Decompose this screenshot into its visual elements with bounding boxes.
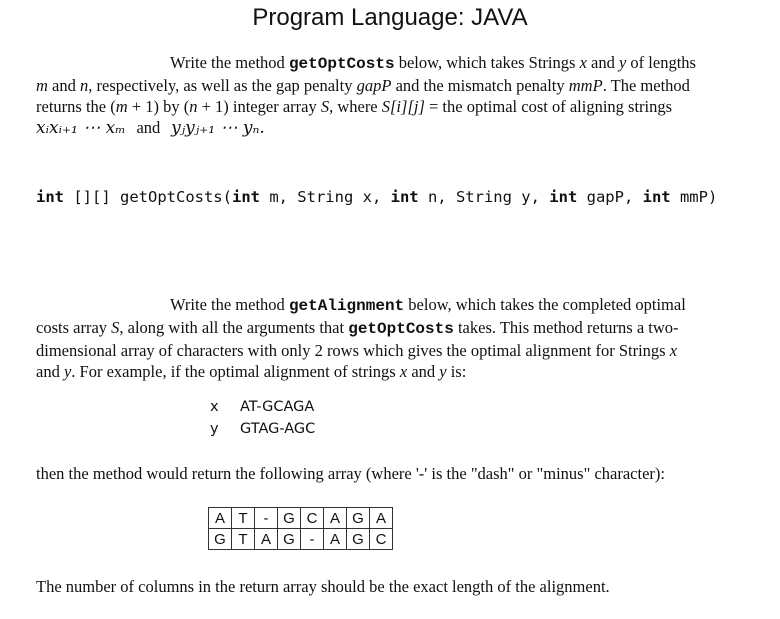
table-cell: G <box>347 508 370 529</box>
table-cell: A <box>255 529 278 550</box>
table-row <box>209 508 393 529</box>
math-seq-x: xᵢxᵢ₊₁ ⋯ xₘ <box>36 118 126 138</box>
code-text: gapP, <box>577 188 643 206</box>
text: , where <box>329 97 382 116</box>
code-text: n, String y, <box>418 188 550 206</box>
table-cell: A <box>370 508 393 529</box>
var-x: x <box>579 53 587 72</box>
paragraph-getoptcosts <box>36 52 758 117</box>
var-n: n <box>80 76 89 95</box>
text: and <box>47 76 80 95</box>
text: , respectively, as well as the gap penalty <box>88 76 357 95</box>
code-text: m, String x, <box>259 188 391 206</box>
code-text: mmP) <box>670 188 718 206</box>
text: costs array <box>36 318 112 337</box>
code-text: [][] getOptCosts( <box>64 188 232 206</box>
page-title: Program Language: JAVA <box>252 4 528 31</box>
text: is: <box>446 362 467 381</box>
table-row <box>209 529 393 550</box>
var-n: n <box>189 97 198 116</box>
var-gapp: gapP <box>356 76 392 95</box>
math-sequences <box>36 118 265 138</box>
table-cell: A <box>324 529 347 550</box>
text: + 1) integer array <box>197 97 321 116</box>
alignment-row-x <box>210 396 315 418</box>
row-label: y <box>210 421 219 437</box>
table-cell: C <box>301 508 324 529</box>
text: below, which takes the completed optimal <box>404 295 686 314</box>
keyword: int <box>36 188 64 206</box>
text: dimensional array of characters with only 2 rows which gives the optimal alignment for Strings <box>36 341 670 360</box>
table-cell: - <box>301 529 324 550</box>
table-cell: G <box>209 529 232 550</box>
var-mmp: mmP <box>568 76 603 95</box>
text: and <box>586 53 619 72</box>
text: . For example, if the optimal alignment of strings <box>71 362 400 381</box>
var-y: y <box>439 362 447 381</box>
table-cell: T <box>232 529 255 550</box>
row-label: x <box>210 399 219 415</box>
keyword: int <box>231 188 260 206</box>
table-cell: A <box>209 508 232 529</box>
text: and <box>136 118 161 137</box>
alignment-example <box>210 396 315 440</box>
var-y: y <box>618 53 627 72</box>
result-array-table <box>208 507 393 550</box>
method-name: getOptCosts <box>288 55 395 73</box>
text: . The method <box>602 76 690 95</box>
table-cell: A <box>324 508 347 529</box>
note-text: The number of columns in the return array should be the exact length of the alignment. <box>36 577 610 596</box>
row-sequence: GTAG-AGC <box>240 421 316 437</box>
alignment-row-y <box>210 418 315 440</box>
text: , along with all the arguments that <box>119 318 349 337</box>
var-s: S <box>320 97 330 116</box>
var-s: S <box>111 318 120 337</box>
keyword: int <box>390 188 419 206</box>
keyword: int <box>549 188 578 206</box>
math-seq-y: yⱼyⱼ₊₁ ⋯ yₙ. <box>171 118 265 138</box>
paragraph-getalignment <box>36 294 758 382</box>
table-cell: G <box>278 508 301 529</box>
table-cell: C <box>370 529 393 550</box>
text: below, which takes Strings <box>394 53 580 72</box>
text: takes. This method returns a two- <box>453 318 679 337</box>
method-name: getAlignment <box>288 297 405 315</box>
then-text: then the method would return the following array (where '-' is the "dash" or "minus" character): <box>36 464 665 483</box>
var-m: m <box>115 97 128 116</box>
table-cell: G <box>347 529 370 550</box>
row-sequence: AT-GCAGA <box>240 399 315 415</box>
text: and <box>36 362 64 381</box>
text: and <box>407 362 440 381</box>
text: = the optimal cost of aligning strings <box>424 97 673 116</box>
text: of lengths <box>626 53 696 72</box>
method-signature-getoptcosts <box>36 188 717 206</box>
var-x: x <box>669 341 678 360</box>
var-x: x <box>399 362 408 381</box>
var-sij: S[i][j] <box>381 97 425 116</box>
var-m: m <box>36 76 48 95</box>
text: and the mismatch penalty <box>391 76 569 95</box>
table-cell: T <box>232 508 255 529</box>
keyword: int <box>642 188 671 206</box>
text: Write the method <box>170 53 289 72</box>
text: Write the method <box>170 295 289 314</box>
table-cell: - <box>255 508 278 529</box>
text: returns the ( <box>36 97 116 116</box>
method-name: getOptCosts <box>348 320 454 338</box>
table-cell: G <box>278 529 301 550</box>
text: + 1) by ( <box>127 97 190 116</box>
var-y: y <box>63 362 72 381</box>
